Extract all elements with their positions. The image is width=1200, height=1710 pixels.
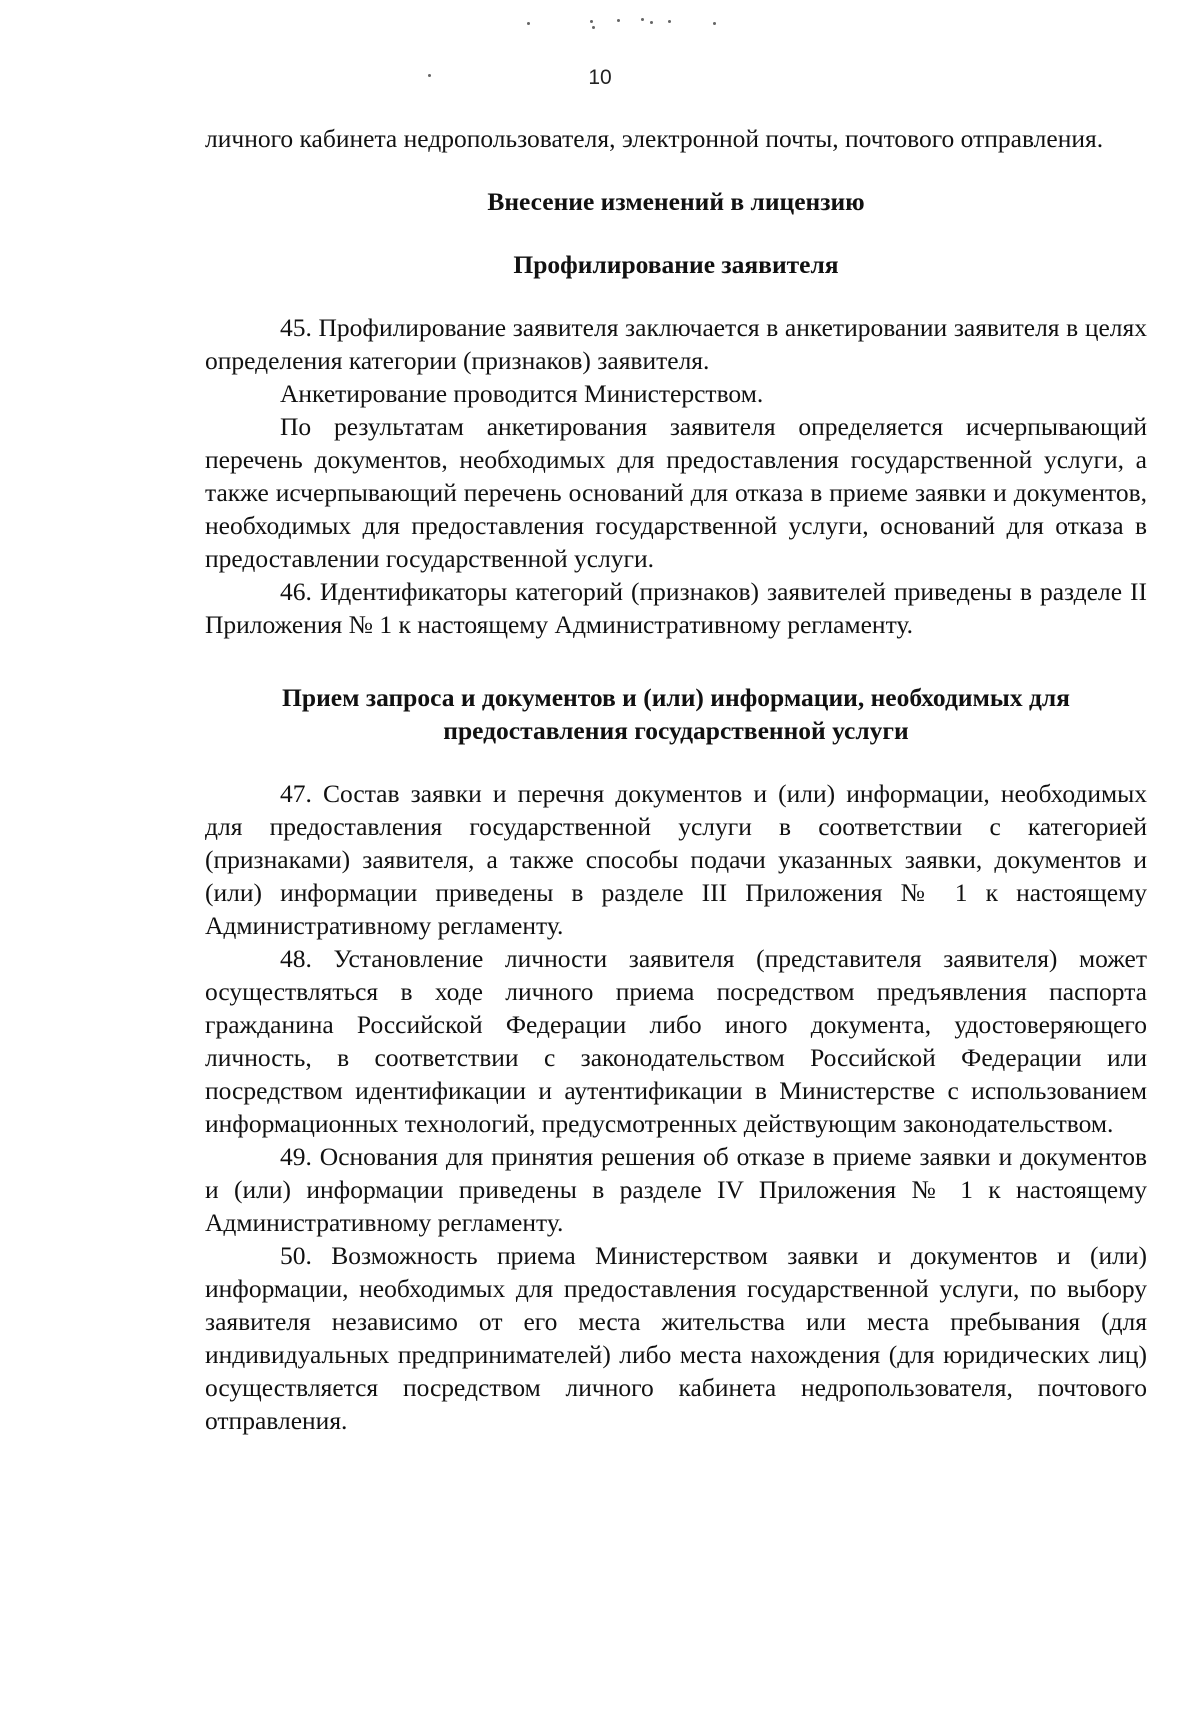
paragraph-45-survey: Анкетирование проводится Министерством.	[280, 379, 764, 408]
scan-artifact	[527, 22, 530, 25]
scan-artifact	[713, 22, 716, 25]
scan-artifact	[641, 18, 644, 21]
paragraph-50: 50. Возможность приема Министерством заявки и документов и (или) информации, необходимых для предоставления государственной услуги, по выбору заявителя независимо от его места жительства или места пребывания (для индивидуальных предпринимателей) либо места нахождения (для юридических лиц) осуществляется посредством личного кабинета недропользователя, почтового отправления.	[205, 1241, 1147, 1435]
scan-artifact	[590, 20, 593, 23]
paragraph-45: 45. Профилирование заявителя заключается в анкетировании заявителя в целях определения категории (признаков) заявителя.	[205, 313, 1147, 375]
paragraph-46: 46. Идентификаторы категорий (признаков) заявителей приведены в разделе II Приложения № 1 к настоящему Административному регламенту.	[205, 577, 1147, 639]
scan-artifact	[650, 21, 653, 24]
continuation-paragraph: личного кабинета недропользователя, электронной почты, почтового отправления.	[205, 124, 1104, 153]
page-number: 10	[588, 66, 612, 89]
scan-artifact	[617, 19, 620, 22]
paragraph-45-results: По результатам анкетирования заявителя определяется исчерпывающий перечень документов, необходимых для предоставления государственной услуги, а также исчерпывающий перечень оснований для отказа в приеме заявки и документов, необходимых для предоставления государственной услуги, оснований для отказа в предоставлении государственной услуги.	[205, 412, 1147, 573]
scan-artifact	[592, 26, 595, 29]
document-body	[205, 122, 1147, 1437]
paragraph-47: 47. Состав заявки и перечня документов и (или) информации, необходимых для предоставления государственной услуги в соответствии с категорией (признаками) заявителя, а также способы подачи указанных заявки, документов и (или) информации приведены в разделе III Приложения № 1 к настоящему Административному регламенту.	[205, 779, 1147, 940]
scan-artifact	[668, 20, 671, 23]
paragraph-49: 49. Основания для принятия решения об отказе в приеме заявки и документов и (или) информации приведены в разделе IV Приложения № 1 к настоящему Административному регламенту.	[205, 1142, 1147, 1237]
subsection-heading-request-reception: Прием запроса и документов и (или) информации, необходимых для предоставления государственной услуги	[282, 683, 1070, 745]
section-heading-license-changes: Внесение изменений в лицензию	[487, 187, 865, 216]
subsection-heading-applicant-profiling: Профилирование заявителя	[513, 250, 839, 279]
paragraph-48: 48. Установление личности заявителя (представителя заявителя) может осуществляться в ходе личного приема посредством предъявления паспорта гражданина Российской Федерации либо иного документа, удостоверяющего личность, в соответствии с законодательством Российской Федерации или посредством идентификации и аутентификации в Министерстве с использованием информационных технологий, предусмотренных действующим законодательством.	[205, 944, 1147, 1138]
